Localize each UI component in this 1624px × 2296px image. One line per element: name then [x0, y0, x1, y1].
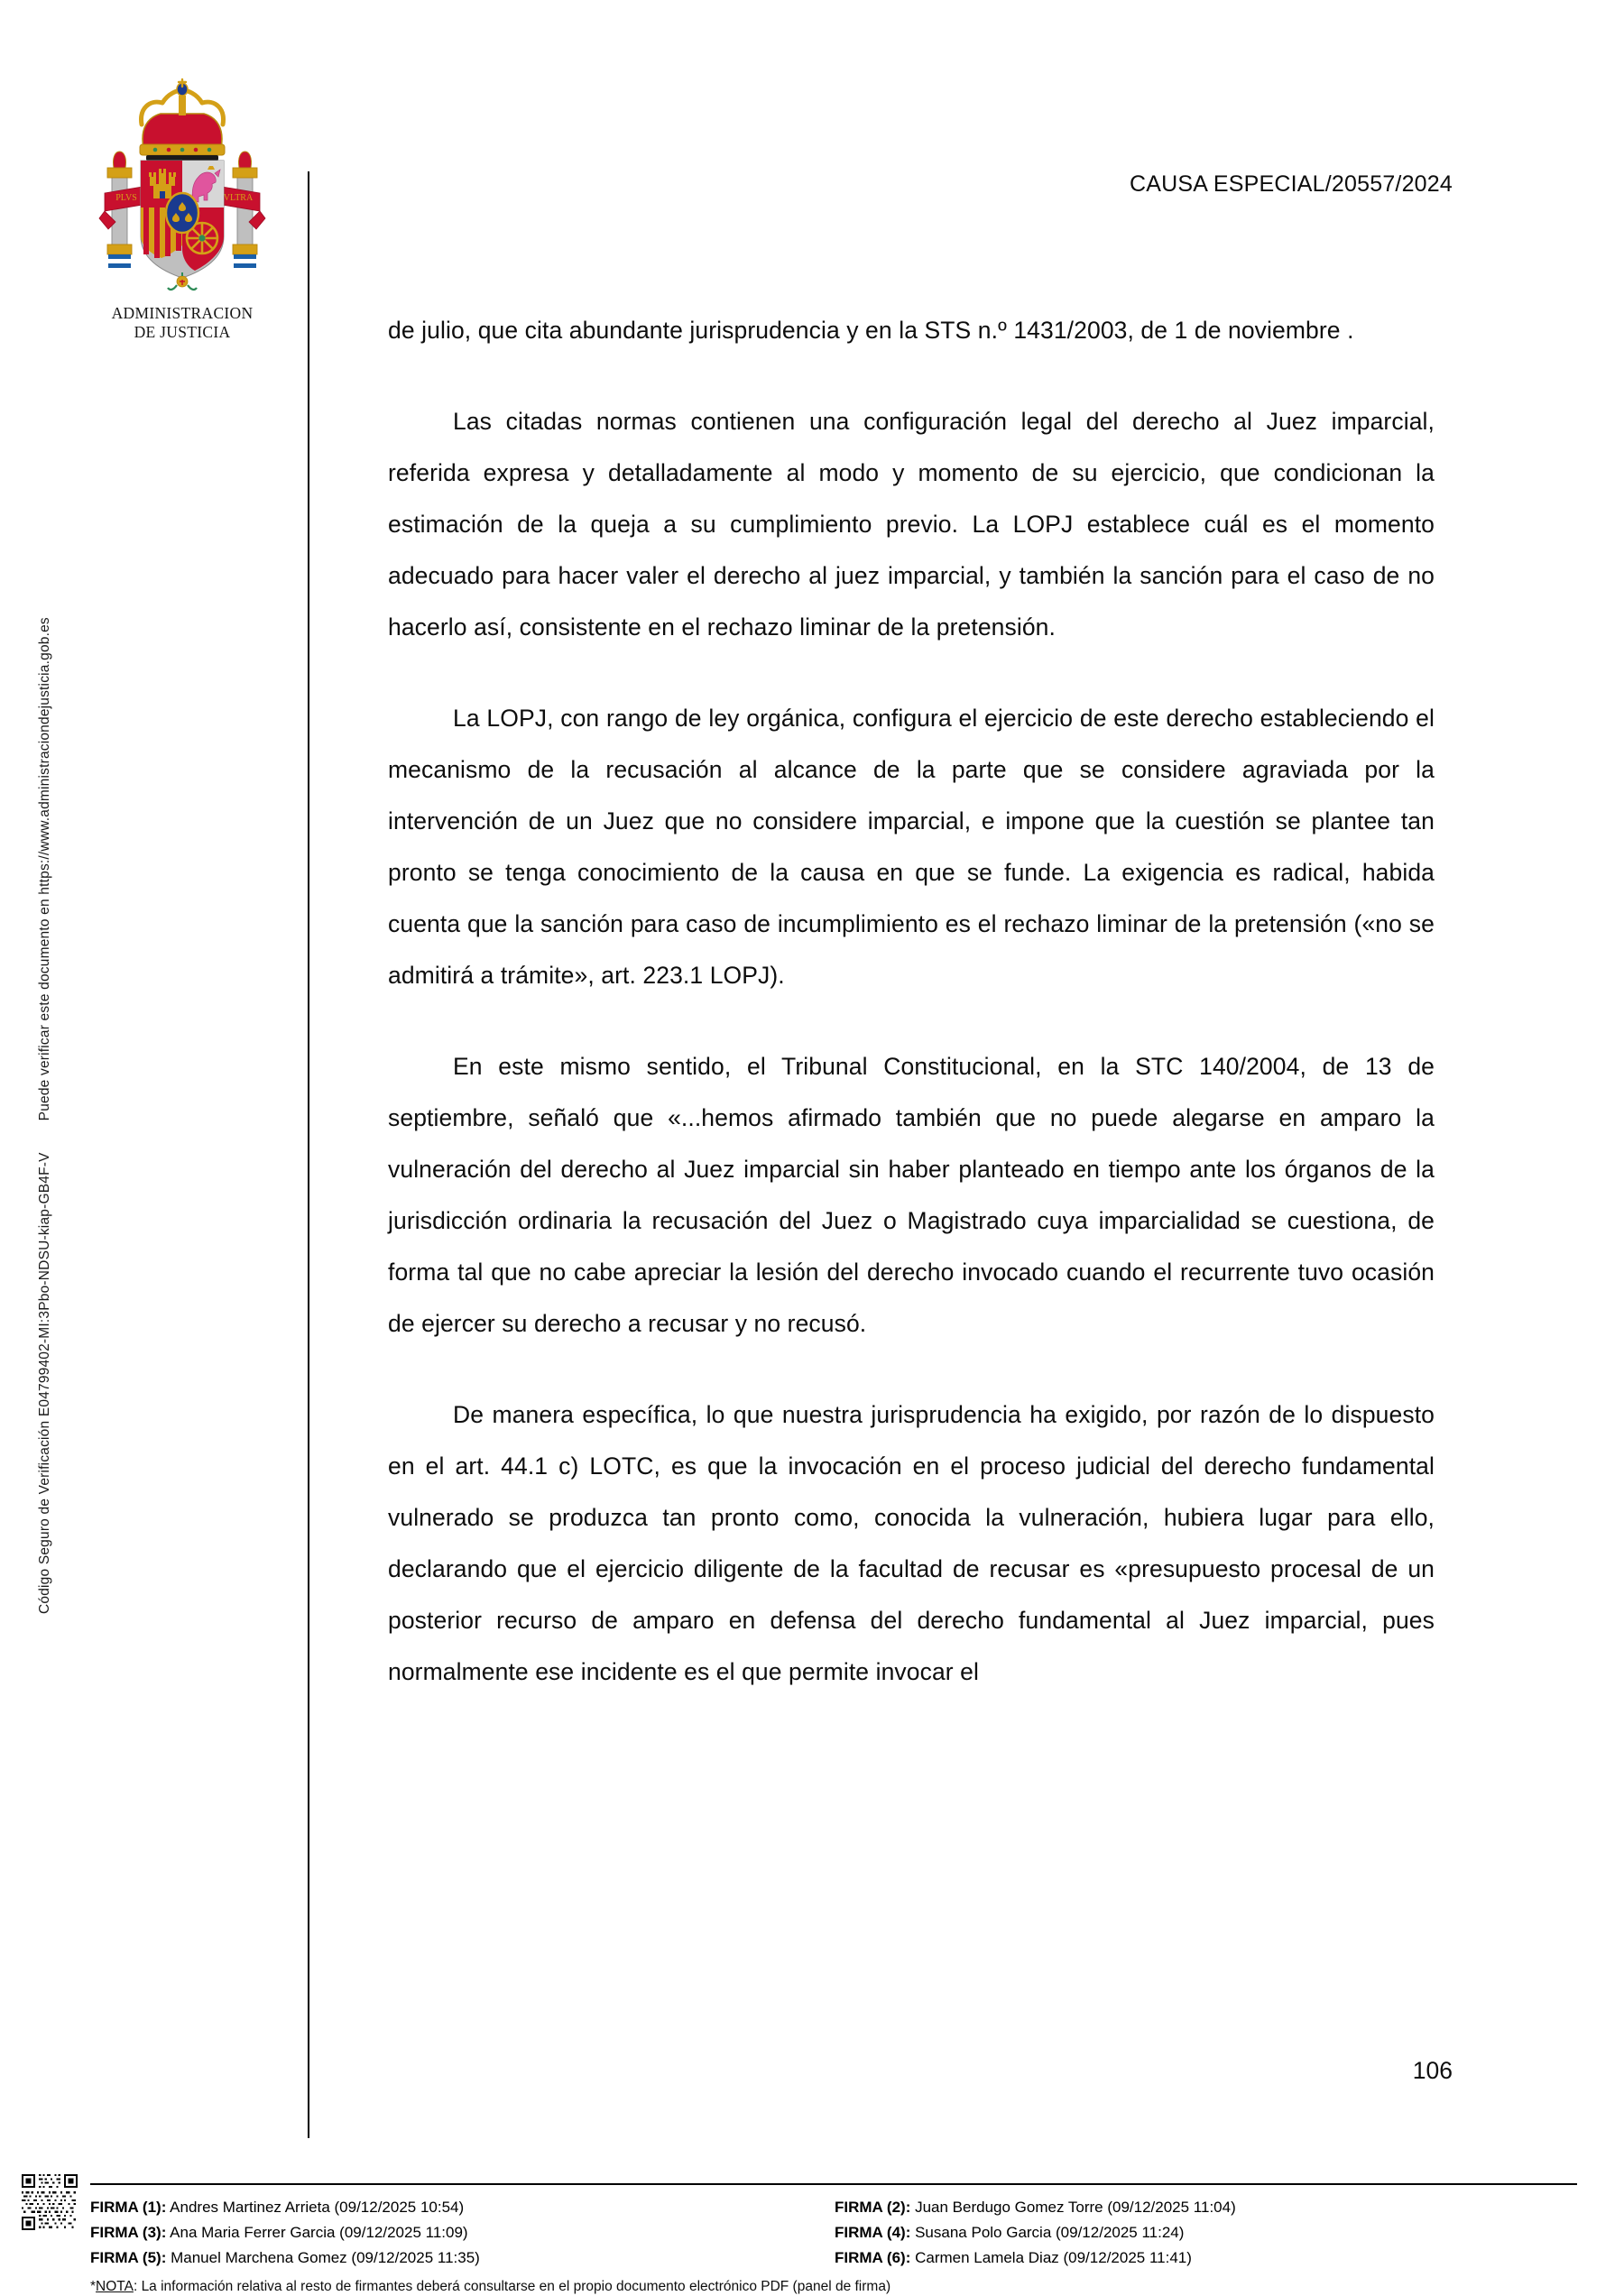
paragraph: De manera específica, lo que nuestra jurisprudencia ha exigido, por razón de lo dispuesto en el art. 44.1 c) LOTC, es que la invocación en el proceso judicial del derecho fundamental vulnerado se produzca tan pronto como, conocida la vulneración, hubiera lugar para ello, declarando que el ejercicio diligente de la facultad de recusar es «presupuesto procesal de un posterior recurso de amparo en defensa del derecho fundamental al Juez imparcial, pues normalmente ese incidente es el que permite invocar el	[388, 1401, 1435, 1685]
signature-value: Susana Polo Garcia (09/12/2025 11:24)	[915, 2223, 1185, 2241]
signature-value: Juan Berdugo Gomez Torre (09/12/2025 11:04)	[915, 2199, 1236, 2216]
coat-of-arms-block	[65, 78, 300, 341]
footer-divider-rule	[90, 2183, 1577, 2185]
paragraph: En este mismo sentido, el Tribunal Constitucional, en la STC 140/2004, de 13 de septiembre, señaló que «...hemos afirmado también que no puede alegarse en amparo la vulneración del derecho al Juez imparcial sin haber planteado en tiempo ante los órganos de la jurisdicción ordinaria la recusación del Juez o Magistrado cuya imparcialidad se cuestiona, de forma tal que no cabe apreciar la lesión del derecho invocado cuando el recurrente tuvo ocasión de ejercer su derecho a recusar y no recusó.	[388, 1053, 1435, 1337]
footer-note-text: : La información relativa al resto de firmantes deberá consultarse en el propio documento electrónico PDF (panel de firma)	[133, 2279, 891, 2294]
signature-grid	[90, 2198, 1579, 2273]
signature-value: Carmen Lamela Diaz (09/12/2025 11:41)	[915, 2248, 1192, 2266]
case-reference-header: CAUSA ESPECIAL/20557/2024	[1129, 171, 1453, 197]
signature-entry	[90, 2248, 835, 2269]
signature-entry	[90, 2223, 835, 2244]
verification-sidebar-text	[37, 540, 53, 1614]
signature-label: FIRMA (5):	[90, 2248, 167, 2266]
signature-row	[90, 2198, 1579, 2218]
page-number: 106	[1412, 2057, 1453, 2084]
signature-value: Andres Martinez Arrieta (09/12/2025 10:54)	[170, 2199, 465, 2216]
footer-note	[90, 2279, 890, 2295]
pomegranate-charge	[168, 272, 197, 290]
signature-value: Manuel Marchena Gomez (09/12/2025 11:35)	[171, 2248, 480, 2266]
signature-value: Ana Maria Ferrer Garcia (09/12/2025 11:09)	[170, 2223, 468, 2241]
motto-right-text: VLTRA	[223, 193, 254, 203]
signature-footer	[0, 2163, 1624, 2296]
verification-url: Puede verificar este documento en https://www.administraciondejusticia.gob.es	[37, 617, 52, 1121]
emblem-caption-line1: ADMINISTRACION	[111, 304, 254, 322]
signature-row	[90, 2248, 1579, 2269]
signature-row	[90, 2223, 1579, 2244]
signature-entry	[90, 2198, 835, 2218]
verification-code: Código Seguro de Verificación E04799402-MI:3Pbo-NDSU-kiap-GB4F-V	[37, 1152, 52, 1614]
paragraph: de julio, que cita abundante jurisprudencia y en la STS n.º 1431/2003, de 1 de noviembre .	[388, 317, 1354, 344]
margin-divider-rule	[308, 171, 309, 2138]
crown-icon	[140, 79, 225, 161]
paragraph: Las citadas normas contienen una configuración legal del derecho al Juez imparcial, referida expresa y detalladamente al modo y momento de su ejercicio, que condicionan la estimación de la queja a su cumplimiento previo. La LOPJ establece cuál es el momento adecuado para hacer valer el derecho al juez imparcial, y también la sanción para el caso de no hacerlo así, consistente en el rechazo liminar de la pretensión.	[388, 408, 1435, 641]
paragraph: La LOPJ, con rango de ley orgánica, configura el ejercicio de este derecho estableciendo el mecanismo de la recusación al alcance de la parte que se considere agraviada por la intervención de un Juez que no considere imparcial, e impone que la cuestión se plantee tan pronto se tenga conocimiento de la causa en que se funde. La exigencia es radical, habida cuenta que la sanción para caso de incumplimiento es el rechazo liminar de la pretensión («no se admitirá a trámite», art. 223.1 LOPJ).	[388, 705, 1435, 989]
motto-left-text: PLVS	[115, 193, 137, 203]
emblem-caption-line2: DE JUSTICIA	[134, 322, 231, 341]
signature-entry	[835, 2248, 1579, 2269]
verification-sidebar	[0, 0, 51, 2147]
signature-entry	[835, 2223, 1579, 2244]
signature-label: FIRMA (6):	[835, 2248, 911, 2266]
footer-note-keyword: NOTA	[96, 2279, 134, 2294]
footer-note-asterisk: *	[90, 2279, 97, 2294]
qr-code-icon	[22, 2174, 78, 2230]
signature-entry	[835, 2198, 1579, 2218]
signature-label: FIRMA (1):	[90, 2199, 167, 2216]
signature-label: FIRMA (2):	[835, 2199, 911, 2216]
document-body	[388, 305, 1435, 1698]
emblem-caption	[65, 304, 300, 341]
signature-label: FIRMA (3):	[90, 2223, 167, 2241]
signature-label: FIRMA (4):	[835, 2223, 911, 2241]
